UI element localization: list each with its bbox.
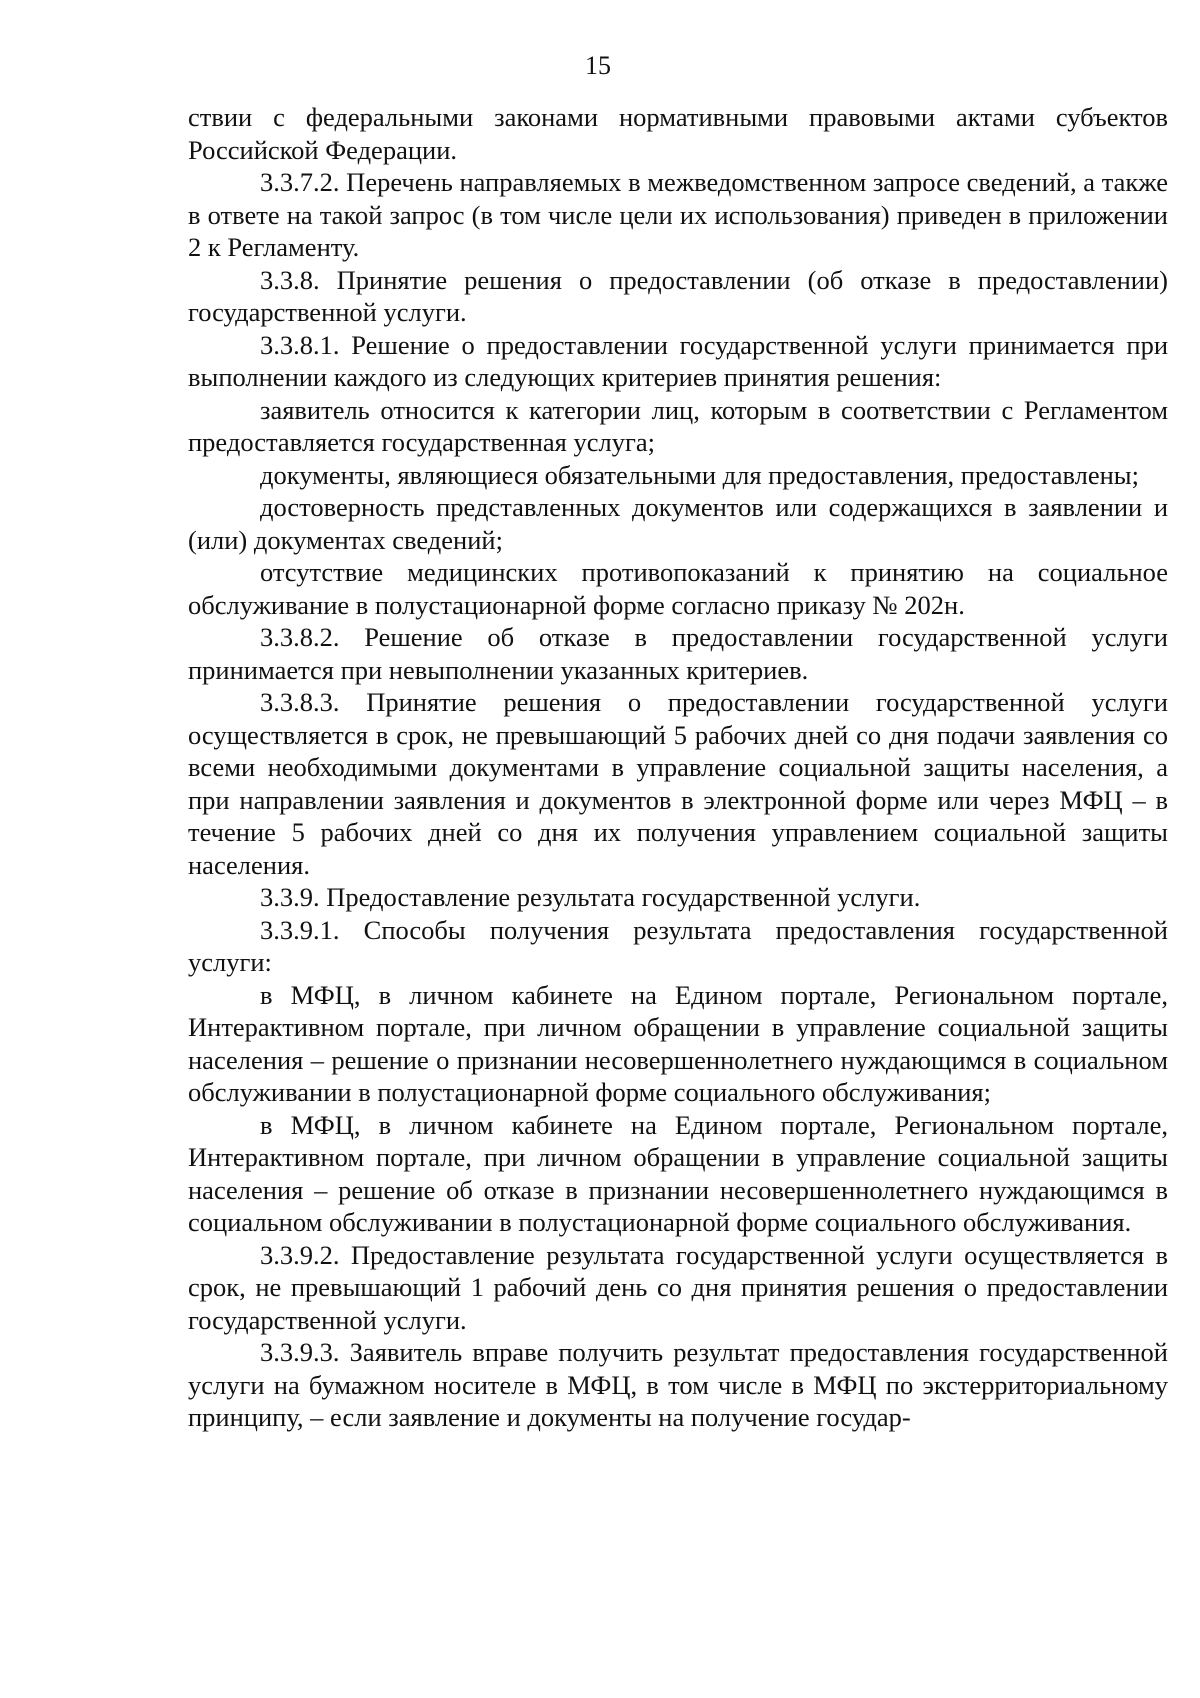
paragraph-3-3-8-3: 3.3.8.3. Принятие решения о предоставлении государственной услуги осуществляется в срок, не превышающий 5 рабочих дней со дня подачи заявления со всеми необходимыми документами в управление социальной защиты населения, а при направлении заявления и документов в электронной форме или через МФЦ – в течение 5 рабочих дней со дня их получения управлением социальной защиты населения. (188, 687, 1168, 880)
paragraph-3-3-8-2: 3.3.8.2. Решение об отказе в предоставлении государственной услуги принимается при невыполнении указанных критериев. (188, 622, 1168, 685)
paragraph-3-3-9-1: 3.3.9.1. Способы получения результата предоставления государственной услуги: (188, 914, 1168, 977)
page-number: 15 (585, 51, 611, 80)
criterion-no-contraindications: отсутствие медицинских противопоказаний к принятию на социальное обслуживание в полустационарной форме согласно приказу № 202н. (188, 557, 1168, 620)
paragraph-3-3-9-3: 3.3.9.3. Заявитель вправе получить результат предоставления государственной услуги на бумажном носителе в МФЦ, в том числе в МФЦ по экстерриториальному принципу, – если заявление и документы на получение государ- (188, 1337, 1168, 1432)
paragraph-3-3-9: 3.3.9. Предоставление результата государственной услуги. (260, 882, 921, 912)
paragraph-3-3-8-1: 3.3.8.1. Решение о предоставлении государственной услуги принимается при выполнении каждого из следующих критериев принятия решения: (188, 329, 1168, 392)
paragraph-3-3-9-2: 3.3.9.2. Предоставление результата государственной услуги осуществляется в срок, не превышающий 1 рабочий день со дня принятия решения о предоставлении государственной услуги. (188, 1239, 1168, 1335)
paragraph-3-3-8: 3.3.8. Принятие решения о предоставлении (об отказе в предоставлении) государственной услуги. (188, 264, 1168, 327)
paragraph-continuation: ствии с федеральными законами нормативными правовыми актами субъектов Российской Федерации. (188, 102, 1168, 165)
result-method-approval: в МФЦ, в личном кабинете на Едином портале, Региональном портале, Интерактивном портале, при личном обращении в управление социальной защиты населения – решение о признании несовершеннолетнего нуждающимся в социальном обслуживании в полустационарной форме социального обслуживания; (188, 979, 1168, 1107)
criterion-documents-reliability: достоверность представленных документов или содержащихся в заявлении и (или) документах сведений; (188, 492, 1168, 555)
result-method-refusal: в МФЦ, в личном кабинете на Едином портале, Региональном портале, Интерактивном портале, при личном обращении в управление социальной защиты населения – решение об отказе в признании несовершеннолетнего нуждающимся в социальном обслуживании в полустационарной форме социального обслуживания. (188, 1109, 1168, 1237)
criterion-applicant-category: заявитель относится к категории лиц, которым в соответствии с Регламентом предоставляется государственная услуга; (188, 394, 1168, 457)
criterion-documents-provided: документы, являющиеся обязательными для предоставления, предоставлены; (260, 459, 1139, 490)
paragraph-3-3-7-2: 3.3.7.2. Перечень направляемых в межведомственном запросе сведений, а также в ответе на такой запрос (в том числе цели их использования) приведен в приложении 2 к Регламенту. (188, 167, 1168, 262)
document-body (188, 101, 1168, 1434)
